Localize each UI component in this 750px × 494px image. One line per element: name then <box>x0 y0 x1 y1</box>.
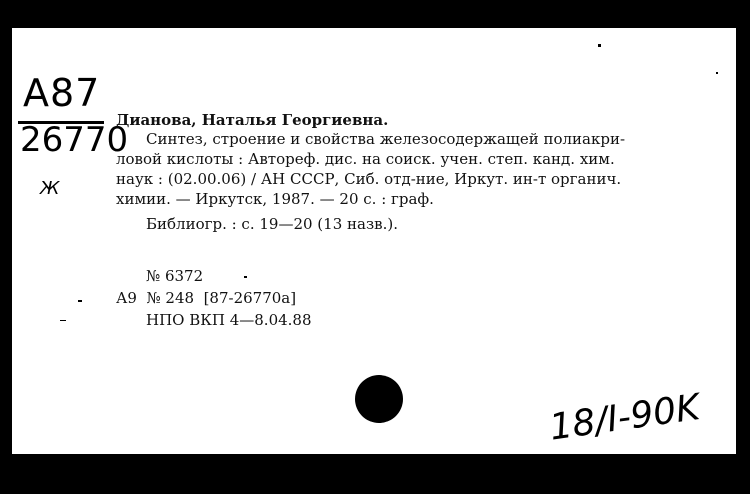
description-block <box>116 129 625 209</box>
accession-number: № 6372 <box>146 267 204 285</box>
description-line: химии. — Иркутск, 1987. — 20 с. : граф. <box>116 190 434 208</box>
shelf-mark-line1: A87 <box>23 71 101 115</box>
author-heading: Дианова, Наталья Георгиевна. <box>116 111 389 129</box>
description-line: ловой кислоты : Автореф. дис. на соиск. учен. степ. канд. хим. <box>116 150 615 168</box>
catalog-card <box>12 28 736 454</box>
speck <box>716 72 718 74</box>
description-line: Синтез, строение и свойства железосодержащей полиакри- <box>146 130 626 148</box>
shelf-mark-line2: 26770 <box>20 120 129 160</box>
record-line: А9 № 248 [87-26770а] <box>116 289 297 307</box>
speck <box>60 320 66 321</box>
speck <box>78 300 82 302</box>
punch-hole <box>355 375 403 423</box>
speck <box>598 44 601 47</box>
description-line: наук : (02.00.06) / АН СССР, Сиб. отд-ние, Иркут. ин-т органич. <box>116 170 622 188</box>
marginal-mark: Ж <box>40 178 60 199</box>
speck <box>244 276 247 278</box>
handwritten-date: 18/I-90K <box>547 386 703 449</box>
organization-line: НПО ВКП 4—8.04.88 <box>146 311 312 329</box>
bibliography-note: Библиогр. : с. 19—20 (13 назв.). <box>146 215 398 233</box>
